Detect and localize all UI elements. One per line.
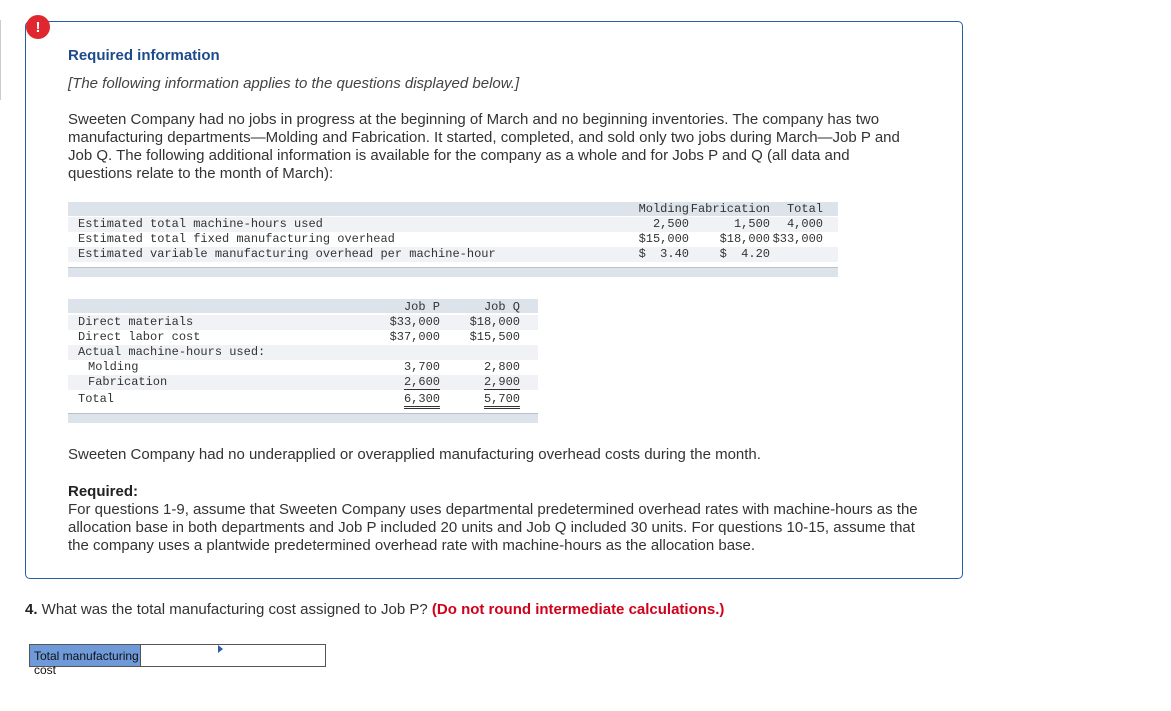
row-label: Actual machine-hours used: [78, 345, 266, 359]
cell-total: 4,000 [786, 217, 823, 231]
question-instruction: (Do not round intermediate calculations.) [431, 601, 725, 618]
row-label: Fabrication [88, 375, 168, 389]
row-label: Estimated total machine-hours used [78, 217, 323, 231]
overhead-note: Sweeten Company had no underapplied or overapplied manufacturing overhead costs during the month. [68, 446, 761, 463]
input-marker-icon [218, 645, 223, 653]
problem-description: Sweeten Company had no jobs in progress at the beginning of March and no beginning inventories. The company has two manufacturing departments—Molding and Fabrication. It started, completed, and sold only two jobs during March—Job P and Job Q. The following additional information is available for the company as a whole and for Jobs P and Q (all data and questions relate to the month of March): [68, 111, 900, 182]
question-number: 4. [25, 601, 38, 618]
row-label: Estimated variable manufacturing overhead per machine-hour [78, 247, 496, 261]
header-job-p: Job P [403, 300, 440, 314]
required-information-title: Required information [68, 47, 220, 64]
cell-molding: $ 3.40 [638, 247, 689, 261]
cell-job-p [368, 392, 440, 406]
table-footer-bar [68, 267, 838, 277]
total-manufacturing-cost-input[interactable] [140, 645, 325, 666]
required-instructions: For questions 1-9, assume that Sweeten Company uses departmental predetermined overhead rates with machine-hours as the allocation base in both departments and Job P included 20 units and Job Q included 30 units. For questions 10-15, assume that the company uses a plantwide predetermined overhead rate with machine-hours as the allocation base. [68, 501, 918, 554]
header-total: Total [786, 202, 823, 216]
cell-total: $33,000 [772, 232, 823, 246]
table-row [68, 330, 538, 345]
table-header-row [68, 202, 838, 217]
cell-value: 2,600 [403, 375, 440, 389]
left-edge-divider [0, 20, 1, 100]
alert-icon: ! [26, 15, 50, 39]
cell-value: 6,300 [404, 392, 440, 409]
cell-molding: 2,500 [652, 217, 689, 231]
table-row [68, 232, 838, 247]
required-heading: Required: [68, 483, 139, 500]
cell-fabrication: $18,000 [719, 232, 770, 246]
table-row [68, 345, 538, 360]
row-label: Molding [88, 360, 139, 374]
header-job-q: Job Q [483, 300, 520, 314]
row-label: Estimated total fixed manufacturing overhead [78, 232, 395, 246]
cell-job-p: $37,000 [389, 330, 440, 344]
info-subtitle: [The following information applies to the questions displayed below.] [68, 75, 520, 92]
cell-value: 5,700 [484, 392, 520, 409]
table-row [68, 315, 538, 330]
cell-job-q: $18,000 [469, 315, 520, 329]
table-row [68, 217, 838, 232]
cell-fabrication: $ 4.20 [719, 247, 770, 261]
table-row [68, 247, 838, 262]
cell-job-q [448, 392, 520, 406]
answer-row [29, 644, 326, 677]
table-header-row [68, 300, 538, 315]
cell-value: 2,900 [483, 375, 520, 389]
header-molding: Molding [638, 202, 689, 216]
table-row [68, 392, 538, 407]
cell-molding: $15,000 [638, 232, 689, 246]
answer-label: Total manufacturing cost [30, 645, 140, 666]
cell-job-p [368, 375, 440, 389]
table-row [68, 360, 538, 375]
row-label: Total [78, 392, 115, 406]
cell-job-q [448, 375, 520, 389]
header-fabrication: Fabrication [690, 202, 770, 216]
question-text: What was the total manufacturing cost assigned to Job P? [37, 601, 432, 618]
row-label: Direct labor cost [78, 330, 201, 344]
question-4 [25, 601, 724, 618]
table-row [68, 375, 538, 390]
row-label: Direct materials [78, 315, 194, 329]
table-footer-bar [68, 413, 538, 423]
cell-job-q: 2,800 [483, 360, 520, 374]
cell-job-p: 3,700 [403, 360, 440, 374]
cell-job-p: $33,000 [389, 315, 440, 329]
cell-job-q: $15,500 [469, 330, 520, 344]
cell-fabrication: 1,500 [733, 217, 770, 231]
